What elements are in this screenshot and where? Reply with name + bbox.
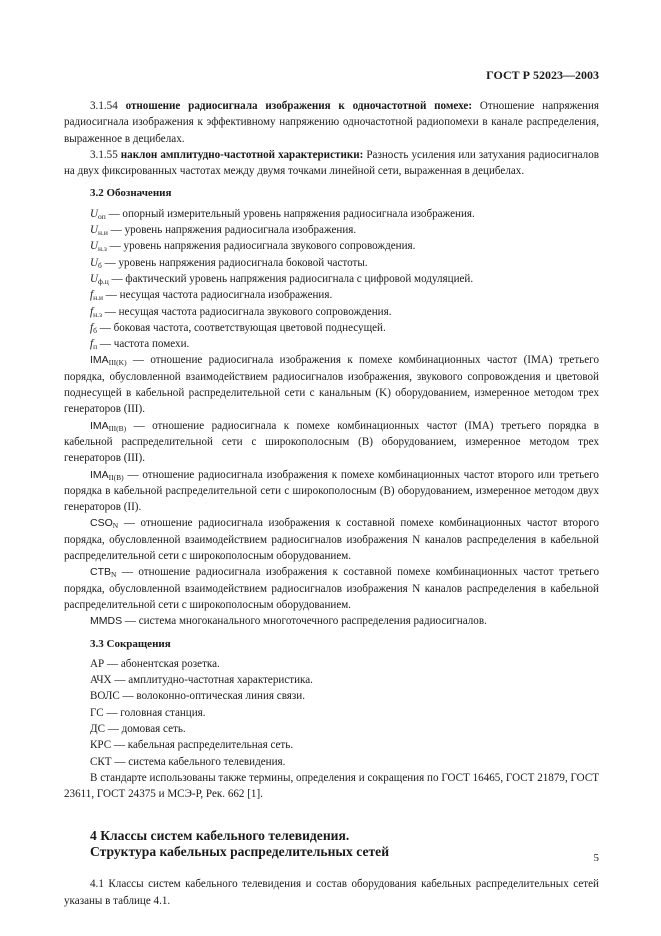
symbols-list (64, 206, 599, 353)
abbreviation-item: СКТ — система кабельного телевидения. (90, 755, 286, 768)
document-body (64, 98, 599, 909)
abbreviation-item: ДС — домовая сеть. (90, 722, 186, 735)
symbol-item: $U_{оп}$ — опорный измерительный уровень напряжения радиосигнала изображения. (90, 207, 475, 221)
clause-number: 3.1.54 (90, 100, 118, 112)
section-4-heading-line2: Структура кабельных распределительных сетей (90, 844, 390, 860)
abbreviation-item: КРС — кабельная распределительная сеть. (90, 739, 294, 752)
symbol-item: $U_{н.з}$ — уровень напряжения радиосигнала звукового сопровождения. (90, 240, 416, 254)
section-4-heading (64, 828, 599, 860)
ratio-item: $IMA_{III(K)}$ — отношение радиосигнала изображения к помехе комбинационных частот (IMA) третьего порядка, обусловленной взаимодействием радиосигналов изображения, звукового сопровождения и цветовой поднесущей в кабельной распределительной сети с канальным (K) оборудованием, измеренное методом трех генераторов (III). (64, 354, 599, 416)
mmds-item: MMDS — система многоканального многоточечного распределения радиосигналов. (90, 615, 487, 628)
document-header: ГОСТ Р 52023—2003 (486, 68, 599, 82)
page-number: 5 (593, 852, 599, 864)
symbol-item: $f_{н.з}$ — несущая частота радиосигнала звукового сопровождения. (90, 305, 392, 319)
section-3-2-heading: 3.2 Обозначения (90, 187, 172, 200)
definition-text: Отношение напряжения радиосигнала изображения к эффективному напряжению одночастотной радиопомехи в канале распределения, выраженное в децибелах. (64, 100, 600, 145)
abbreviation-item: ВОЛС — волоконно-оптическая линия связи. (90, 690, 305, 703)
definition-3-1-55 (64, 147, 599, 180)
symbol-item: $f_{н.и}$ — несущая частота радиосигнала изображения. (90, 289, 333, 303)
ratio-item: $CSO_N$ — отношение радиосигнала изображения к составной помехе комбинационных частот второго порядка, обусловленной взаимодействием радиосигналов изображения N каналов распределения в кабельной распределительной сети с широкополосным оборудованием. (64, 517, 599, 563)
ratio-item: $IMA_{II(B)}$ — отношение радиосигнала изображения к помехе комбинационных частот второго или третьего порядка в кабельной распределительной сети с широкополосным (B) оборудованием, измеренное методом двух генераторов (II). (64, 468, 599, 514)
ratios-list (64, 352, 599, 629)
definition-3-1-54 (64, 98, 599, 147)
clause-number: 3.1.55 (90, 148, 118, 161)
section-3-3-heading: 3.3 Сокращения (90, 637, 171, 650)
abbreviation-item: ГС — головная станция. (90, 706, 206, 719)
symbol-item: $U_{н.и}$ — уровень напряжения радиосигнала изображения. (90, 224, 357, 238)
abbreviations-note: В стандарте использованы также термины, определения и сокращения по ГОСТ 16465, ГОСТ 21879, ГОСТ 23611, ГОСТ 24375 и МСЭ-Р, Рек. 662 [1]. (64, 771, 599, 801)
symbol-item: $U_б$ — уровень напряжения радиосигнала боковой частоты. (90, 256, 368, 270)
paragraph-4-1: 4.1 Классы систем кабельного телевидения и состав оборудования кабельных распределительных сетей указаны в таблице 4.1. (64, 878, 599, 907)
term: отношение радиосигнала изображения к одночастотной помехе: (125, 100, 473, 112)
symbol-item: $f_п$ — частота помехи. (90, 338, 190, 352)
ratio-item: $CTB_N$ — отношение радиосигнала изображения к составной помехе комбинационных частот третьего порядка, обусловленной взаимодействием радиосигналов изображения N каналов распределения в кабельной распределительной сети с широкополосным оборудованием. (64, 566, 599, 611)
abbreviation-item: АР — абонентская розетка. (90, 657, 220, 670)
ratio-item: $IMA_{III(B)}$ — отношение радиосигнала к помехе комбинационных частот (IMA) третьего порядка в кабельной распределительной сети с широкополосным (B) оборудованием, измеренное методом трех генераторов (III). (64, 419, 599, 465)
abbreviation-item: АЧХ — амплитудно-частотная характеристика. (90, 674, 313, 687)
symbol-item: $f_б$ — боковая частота, соответствующая цветовой поднесущей. (90, 321, 386, 335)
term: наклон амплитудно-частотной характеристики: (120, 148, 364, 161)
definition-text: Разность усиления или затухания радиосигналов на двух фиксированных частотах между двумя точками линейной сети, выраженная в децибелах. (64, 148, 599, 178)
symbol-item: $U_{ф.ц}$ — фактический уровень напряжения радиосигнала с цифровой модуляцией. (90, 272, 474, 286)
abbreviations-list (64, 656, 599, 770)
section-4-heading-line1: 4 Классы систем кабельного телевидения. (90, 828, 350, 844)
